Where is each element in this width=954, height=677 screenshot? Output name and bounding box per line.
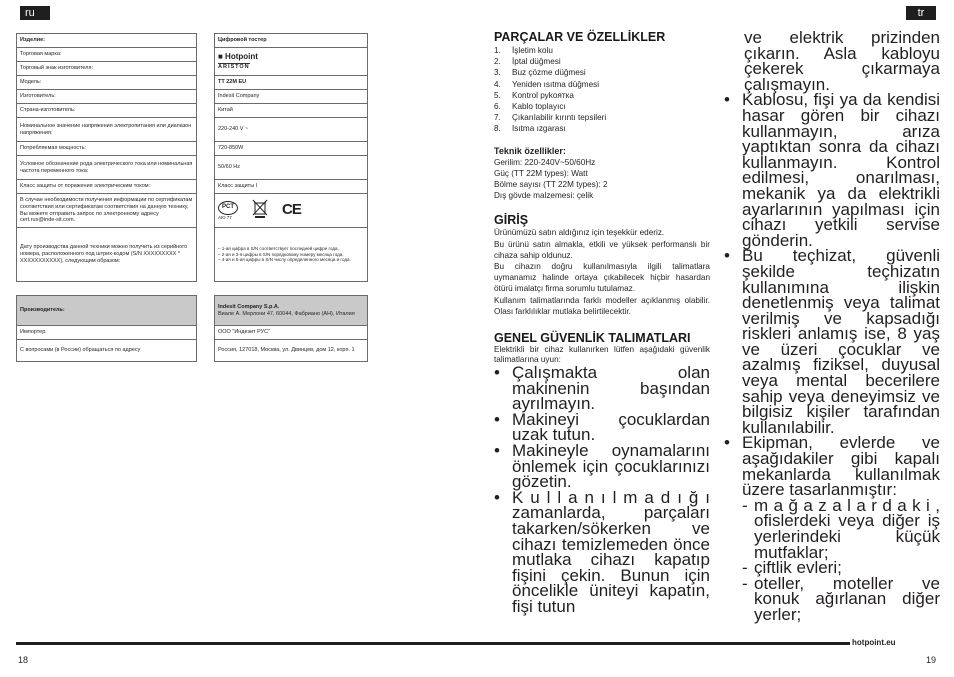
page-number-right: 19 — [926, 655, 937, 665]
spec-label: Импортер: — [17, 326, 197, 340]
intro-title: GİRİŞ — [494, 213, 529, 228]
spec-label: Номинальное значение напряжения электропитания или диапазон напряжения: — [17, 118, 197, 142]
tech-line: Güç (TT 22M types): Watt — [494, 168, 588, 178]
footer-rule — [16, 642, 850, 645]
spec-row — [17, 104, 368, 118]
spec-row — [17, 326, 368, 340]
spec-label: Страна-изготовитель: — [17, 104, 197, 118]
parts-item: 5. Kontrol руkoятка — [494, 90, 574, 100]
safety-bullet: • Makineyi çocuklardan uzak tutun. — [494, 409, 710, 445]
intro-text: Ürünümüzü satın aldığınız için teşekkür ederiz. Bu ürünü satın almakla, etkili ve yüksek performanslı bir cihaza sahip oldunuz. Bu cihazın doğru kullanılmasıyla ilgili talimatlara uymanamız halinde ortaya çıkabilecek hiçbir hasardan ötürü imalatçı firma sorumlu tutulamaz. Kullanım talimatlarında farklı modeller açıklanmış olabilir. Olası farklılıklar mutlaka belirtilecektir. — [494, 228, 710, 316]
spec-value: 50/60 Hz — [215, 156, 368, 180]
spec-row — [17, 340, 368, 362]
spec-label: Условное обозначение рода электрического тока или номинальная частота переменного тока: — [17, 156, 197, 180]
footer-site: hotpoint.eu — [852, 638, 896, 647]
location-list — [724, 495, 940, 624]
ariston-logo: ARISTON — [218, 64, 250, 71]
parts-list — [494, 45, 710, 135]
location-item: - oteller, moteller ve konuk ağırlanan diğer yerler; — [742, 573, 940, 624]
spec-row — [17, 156, 368, 180]
spec-label: Модель: — [17, 76, 197, 90]
spec-row — [17, 118, 368, 142]
spec-value: ООО "Индезит РУС" — [215, 326, 368, 340]
spec-value: Цифровой тостер — [215, 34, 368, 48]
spec-row — [17, 180, 368, 194]
tech-specs — [494, 145, 710, 202]
spec-value: Россия, 127018, Москва, ул. Двинцев, дом 12, корп. 1 — [215, 340, 368, 362]
spec-label: С вопросами (в России) обращаться по адресу — [17, 340, 197, 362]
spec-value: 720-850W — [215, 142, 368, 156]
weee-bin-icon — [252, 199, 268, 222]
column-a — [494, 30, 710, 615]
spec-label: Торговый знак изготовителя: — [17, 62, 197, 76]
parts-item: 2. İptal düğmesi — [494, 57, 561, 67]
spec-row — [17, 296, 368, 326]
safety-bullet: • Çalışmakta olan makinenin başından ayrılmayın. — [494, 363, 710, 414]
location-item: - çiftlik evleri; — [742, 558, 842, 578]
spec-label: Класс защиты от поражения электрическим током: — [17, 180, 197, 194]
safety-title: GENEL GÜVENLİK TALIMATLARI — [494, 331, 691, 346]
tech-line: Gerilim: 220-240V~50/60Hz — [494, 157, 596, 167]
spec-value: Indesit Company S.p.A. Виале А. Мерлони 47, 60044, Фабриано (АН), Италия — [215, 296, 368, 326]
parts-item: 4. Yeniden ısıtma düğmesi — [494, 79, 600, 89]
spec-value: – 1-ая цифра в S/N соответствует последней цифре года, – 2-ая и 3-я цифры в S/N порядковому номеру месяца года, – 4-ая и 5-ая цифры в S/N числу определенного месяца и года. — [215, 228, 368, 282]
safety-bullet: • Bu teçhizat, güvenli şekilde teçhizatın kullanımına ilişkin denetlenmiş veya talimat verilmiş ve kapsadığı riskleri anlamış ise, 8 yaş ve üzeri çocuklar ve azalmış fiziksel, duyusal veya mental becerilere sahip veya deneyimsiz ve bilgisiz kişiler tarafından kullanılabilir. — [724, 246, 940, 437]
page-number-left: 18 — [18, 655, 29, 665]
language-badge-tr: tr — [906, 6, 936, 20]
language-badge-ru: ru — [20, 6, 50, 20]
spec-value: Китай — [215, 104, 368, 118]
tech-title: Teknik özellikler: — [494, 145, 566, 156]
spec-value: 220-240 V ~ — [215, 118, 368, 142]
safety-intro: Elektrikli bir cihaz kullanırken lütfen aşağıdaki güvenlik talimatlarına uyun: — [494, 345, 710, 365]
safety-bullet: • Makineyle oynamalarını önlemek için çocuklarınızı gözetin. — [494, 441, 710, 492]
spec-label: Производитель: — [17, 296, 197, 326]
spec-row — [17, 48, 368, 62]
parts-item: 6. Kablo toplayıcı — [494, 102, 566, 112]
spec-value: Класс защиты I — [215, 180, 368, 194]
parts-item: 8. Isıtma ızgarası — [494, 124, 566, 134]
cert-code: АЮ 77 — [218, 214, 232, 220]
spec-value — [215, 194, 368, 228]
safety-list-a — [494, 365, 710, 615]
spec-value — [215, 48, 368, 76]
spec-label: Дату производства данной техники можно получить из серийного номера, расположенного под штрих-кодом (S/N XXXXXXXXX * XXXXXXXXXXX), следующим образом: — [17, 228, 197, 282]
safety-bullet: • Kablosu, fişi ya da kendisi hasar gören bir cihazı kullanmayın, arıza yaptıktan sonra da cihazı kullanmayın. Kontrol edilmesi, onarılması, mekanik ya da elektrikli ayarlarının yapılması için cihazı yetkili servise gönderin. — [724, 90, 940, 250]
spec-row — [17, 90, 368, 104]
spec-label: Потребляемая мощность: — [17, 142, 197, 156]
spec-row — [17, 76, 368, 90]
parts-item: 1. İşletim kolu — [494, 46, 553, 55]
parts-title: PARÇALAR VE ÖZELLİKLER — [494, 30, 666, 44]
parts-item: 7. Çıkarılabilir kırıntı tepsileri — [494, 113, 607, 123]
column-b — [724, 30, 940, 623]
tech-line: Bölme sayısı (TT 22M types): 2 — [494, 180, 608, 190]
safety-bullet: • K u l l a n ı l m a d ı ğ ı zamanlarda, parçaları takarken/sökerken ve cihazı temizlemeden önce mutlaka cihazı kapatıp fişini çekin. Bunun için öncelikle üniteyi kapatın, fişi tutun — [494, 487, 710, 616]
spec-label: Изготовитель: — [17, 90, 197, 104]
spec-label: Торговая марка: — [17, 48, 197, 62]
spec-row — [17, 228, 368, 282]
tech-line: Dış gövde malzemesi: çelik — [494, 191, 594, 201]
spec-value: TT 22M EU — [215, 76, 368, 90]
spec-label: Изделие: — [17, 34, 197, 48]
spec-row — [17, 34, 368, 48]
safety-bullet: • Ekipman, evlerde ve aşağıdakiler gibi kapalı mekanlarda kullanılmak üzere tasarlanmıştır: — [724, 433, 940, 500]
spec-row — [17, 142, 368, 156]
spec-label: В случае необходимости получения информации по сертификатам соответствия или сертификатам соответствия на данную технику, Вы можете отправить запрос по электронному адресу cert.rus@inde-sit.com. — [17, 194, 197, 228]
spec-row — [17, 194, 368, 228]
product-spec-table — [16, 33, 368, 362]
ce-mark-icon: CE — [282, 201, 301, 219]
hotpoint-logo: ■ Hotpoint — [218, 52, 258, 62]
spec-value: Indesit Company — [215, 90, 368, 104]
continued-text: ve elektrik prizinden çıkarın. Asla kabloyu çekerek çıkarmaya çalışmayın. — [744, 28, 940, 94]
certification-marks — [218, 197, 364, 224]
parts-item: 3. Buz çözme düğmesi — [494, 68, 586, 78]
location-item: - m a ğ a z a l a r d a k i , ofislerdeki veya diğer iş yerlerindeki küçük mutfaklar; — [742, 495, 940, 562]
safety-list-b — [724, 90, 940, 500]
pct-mark-icon: PCT АЮ 77 — [218, 201, 238, 221]
